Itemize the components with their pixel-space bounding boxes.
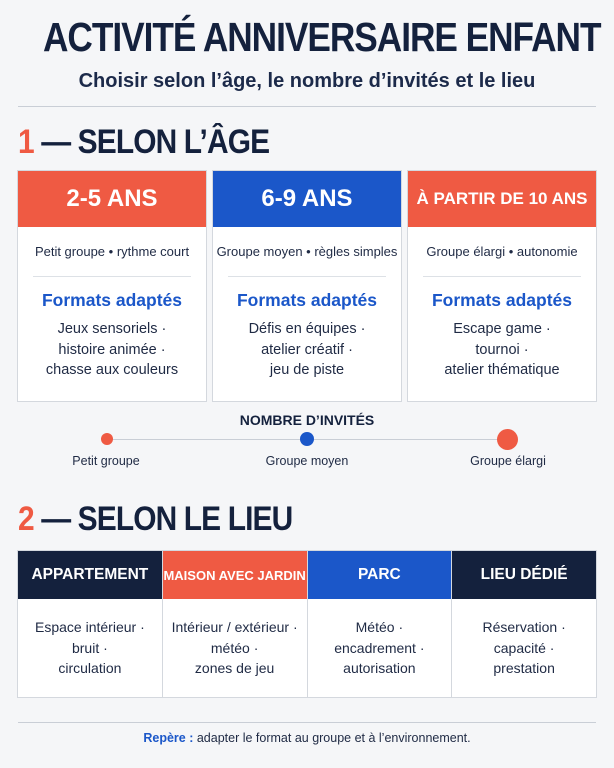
age-card-divider — [423, 276, 581, 277]
place-cards — [17, 550, 597, 698]
age-card-format-item: Escape game · — [453, 321, 551, 337]
place-card-detail: Espace intérieur · — [35, 619, 145, 635]
place-card-detail: prestation — [493, 660, 555, 676]
age-cards — [17, 170, 597, 402]
place-card-detail: météo · — [210, 639, 259, 656]
footer-text: adapter le format au groupe et à l’environnement. — [193, 731, 471, 745]
section-place-heading — [18, 500, 292, 539]
age-card-format-item: atelier thématique — [444, 362, 560, 378]
guests-dot-large — [497, 429, 518, 450]
age-card-format-item: Jeux sensoriels · — [57, 321, 167, 337]
place-card-detail: bruit · — [71, 639, 108, 656]
age-card-6-9 — [212, 170, 402, 402]
page-subtitle: Choisir selon l’âge, le nombre d’invités et le lieu — [78, 70, 536, 92]
age-card-description: Groupe élargi • autonomie — [426, 244, 578, 259]
divider-top — [18, 106, 596, 107]
age-card-header: À PARTIR DE 10 ANS — [408, 171, 596, 227]
guests-label-small: Petit groupe — [72, 454, 140, 468]
guests-dot-small — [101, 433, 113, 445]
age-card-divider — [33, 276, 191, 277]
place-card-detail: autorisation — [343, 660, 416, 676]
place-card-header: LIEU DÉDIÉ — [452, 551, 596, 599]
place-card-detail: Réservation · — [482, 619, 566, 635]
guests-label-large: Groupe élargi — [470, 454, 546, 468]
guests-scale-title: NOMBRE D’INVITÉS — [239, 412, 375, 428]
age-card-divider — [228, 276, 386, 277]
place-card-house-garden — [162, 550, 308, 698]
age-card-formats — [18, 319, 206, 381]
section-place-number: 2 — [18, 500, 34, 538]
age-card-format-item: chasse aux couleurs — [45, 362, 179, 378]
age-card-10-plus — [407, 170, 597, 402]
age-card-description: Petit groupe • rythme court — [34, 244, 190, 259]
place-card-detail: Météo · — [355, 619, 404, 635]
place-card-details — [482, 617, 565, 679]
place-card-detail: capacité · — [493, 639, 555, 656]
age-card-format-item: Défis en équipes · — [248, 321, 366, 337]
place-card-detail: Intérieur / extérieur · — [171, 619, 298, 635]
age-card-formats-title: Formats adaptés — [41, 290, 183, 310]
place-card-header: PARC — [308, 551, 452, 599]
age-card-formats — [408, 319, 596, 381]
place-card-dedicated-venue — [451, 550, 597, 698]
section-place-title: — SELON LE LIEU — [41, 500, 293, 538]
place-card-detail: encadrement · — [334, 639, 425, 656]
age-card-format-item: atelier créatif · — [261, 341, 353, 358]
age-card-formats-title: Formats adaptés — [431, 290, 573, 310]
place-card-park — [307, 550, 453, 698]
age-card-formats-title: Formats adaptés — [236, 290, 378, 310]
age-card-2-5 — [17, 170, 207, 402]
place-card-header: MAISON AVEC JARDIN — [163, 551, 307, 599]
section-age-heading — [18, 123, 269, 162]
footer-note — [0, 731, 614, 745]
age-card-format-item: tournoi · — [475, 341, 529, 358]
place-card-details — [334, 617, 424, 679]
page-title: ACTIVITÉ ANNIVERSAIRE ENFANT — [42, 14, 601, 60]
place-card-apartment — [17, 550, 163, 698]
place-card-details — [172, 617, 298, 679]
section-age-number: 1 — [18, 123, 34, 161]
divider-bottom — [18, 722, 596, 723]
age-card-formats — [213, 319, 401, 381]
age-card-format-item: jeu de piste — [269, 362, 345, 378]
age-card-header: 2-5 ANS — [18, 171, 206, 227]
age-card-format-item: histoire animée · — [58, 341, 166, 358]
guests-dot-medium — [300, 432, 314, 446]
place-card-header: APPARTEMENT — [18, 551, 162, 599]
place-card-detail: zones de jeu — [194, 660, 275, 676]
guests-label-medium: Groupe moyen — [265, 454, 349, 468]
footer-label: Repère : — [143, 731, 194, 745]
age-card-description: Groupe moyen • règles simples — [216, 244, 398, 259]
section-age-title: — SELON L’ÂGE — [41, 123, 270, 161]
place-card-detail: circulation — [58, 660, 122, 676]
age-card-header: 6-9 ANS — [213, 171, 401, 227]
place-card-details — [35, 617, 145, 679]
